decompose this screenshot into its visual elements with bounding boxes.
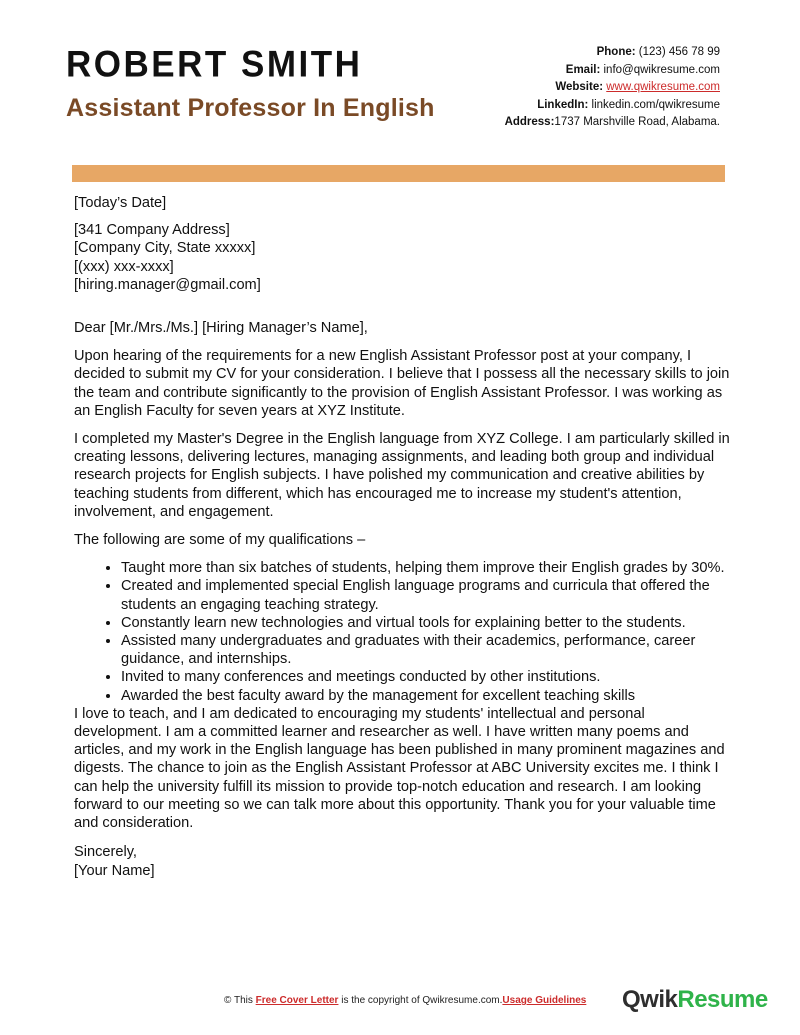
recipient-line: [(xxx) xxx-xxxx] xyxy=(74,258,174,275)
usage-guidelines-link[interactable]: Usage Guidelines xyxy=(502,995,587,1006)
salutation: Dear [Mr./Mrs./Ms.] [Hiring Manager’s Name], xyxy=(74,320,368,337)
paragraph-3: I love to teach, and I am dedicated to encouraging my students' intellectual and personal development. I am a committed learner and researcher as well. I have written many poems and articles, and my work in the English language has been published in many prominent magazines and digests. The chance to join as the English Assistant Professor at ABC University excites me. I think I can help the university fulfill its mission to provide top-notch education and research. I am looking forward to our meeting so we can talk more about this opportunity. Thank you for your valuable time and consideration. xyxy=(74,705,725,832)
email-label: Email: xyxy=(565,63,601,76)
qualification-item: • Assisted many undergraduates and graduates with their academics, performance, career guidance, and internships. xyxy=(121,632,734,668)
qualifications-list xyxy=(74,559,734,705)
logo-resume: Resume xyxy=(677,986,768,1013)
candidate-name: ROBERT SMITH xyxy=(66,44,363,85)
copyright-notice xyxy=(224,995,586,1006)
recipient-address xyxy=(74,221,734,294)
copyright-middle: is the copyright of Qwikresume.com. xyxy=(338,995,503,1006)
qualification-item: • Awarded the best faculty award by the management for excellent teaching skills xyxy=(121,687,734,705)
recipient-line: [341 Company Address] xyxy=(74,222,230,239)
logo-qwik: Qwik xyxy=(622,986,678,1013)
phone-value: (123) 456 78 99 xyxy=(638,46,720,58)
letter-body xyxy=(74,194,734,880)
address-label: Address: xyxy=(504,116,555,129)
website-link[interactable]: www.qwikresume.com xyxy=(606,81,720,94)
paragraph-1: Upon hearing of the requirements for a new English Assistant Professor post at your company, I decided to submit my CV for your consideration. I believe that I possess all the necessary skills to join the team and contribute significantly to the provision of English Assistant Professor. I was working as an English Faculty for seven years at XYZ Institute. xyxy=(74,348,730,419)
contact-block xyxy=(390,44,720,132)
qwikresume-logo xyxy=(622,986,768,1014)
phone-label: Phone: xyxy=(596,46,636,58)
job-title: Assistant Professor In English xyxy=(66,94,435,122)
linkedin-label: LinkedIn: xyxy=(537,98,589,111)
contact-phone xyxy=(390,44,720,62)
copyright-prefix: © This xyxy=(224,995,256,1006)
signature-block xyxy=(74,843,734,879)
contact-email xyxy=(390,62,720,80)
contact-linkedin xyxy=(390,97,720,115)
qualification-item: • Created and implemented special English language programs and curricula that offered the students an engaging teaching strategy. xyxy=(121,577,734,613)
email-value: info@qwikresume.com xyxy=(603,63,720,76)
signature-name: [Your Name] xyxy=(74,862,155,879)
free-cover-letter-link[interactable]: Free Cover Letter xyxy=(255,995,339,1006)
contact-address xyxy=(390,114,720,132)
qualification-item: • Taught more than six batches of students, helping them improve their English grades by 30%. xyxy=(121,559,734,577)
qualification-item: • Constantly learn new technologies and virtual tools for explaining better to the students. xyxy=(121,614,734,632)
qualification-item: • Invited to many conferences and meetings conducted by other institutions. xyxy=(121,668,734,686)
website-label: Website: xyxy=(555,81,604,94)
qualifications-intro: The following are some of my qualifications – xyxy=(74,532,366,549)
address-value: 1737 Marshville Road, Alabama. xyxy=(554,116,720,129)
accent-divider-bar xyxy=(72,165,725,182)
contact-website xyxy=(390,79,720,97)
closing: Sincerely, xyxy=(74,844,137,861)
letter-date: [Today’s Date] xyxy=(74,195,167,211)
paragraph-2: I completed my Master's Degree in the English language from XYZ College. I am particularly skilled in creating lessons, delivering lectures, managing assignments, and leading both group and individual research projects for English subjects. I have polished my communication and creative abilities by teaching students from different, which has encouraged me to increase my student's attention, involvement, and engagement. xyxy=(74,431,730,520)
linkedin-value: linkedin.com/qwikresume xyxy=(591,98,720,111)
recipient-line: [hiring.manager@gmail.com] xyxy=(74,276,261,293)
recipient-line: [Company City, State xxxxx] xyxy=(74,240,256,257)
